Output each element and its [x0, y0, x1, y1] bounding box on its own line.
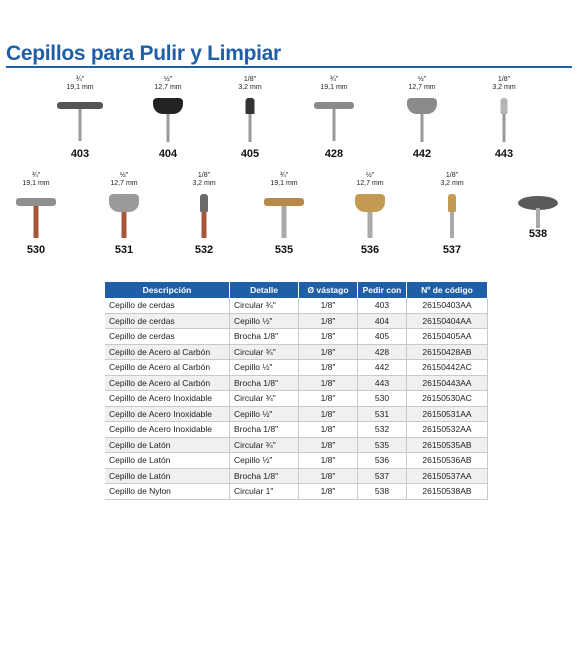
page-title: Cepillos para Pulir y Limpiar	[6, 42, 281, 65]
cell-detalle: Circular ¾"	[230, 437, 299, 453]
col-pedir-con: Pedir con	[358, 282, 407, 298]
cell-pedir: 443	[358, 375, 407, 391]
cell-detalle: Circular ¾"	[230, 391, 299, 407]
table-row	[105, 360, 488, 376]
product-535	[244, 172, 324, 256]
cell-pedir: 531	[358, 406, 407, 422]
product-code: 537	[442, 244, 462, 256]
product-537	[412, 172, 492, 256]
col-descripcion: Descripción	[105, 282, 230, 298]
cell-detalle: Brocha 1/8"	[230, 422, 299, 438]
cell-detalle: Circular ¾"	[230, 344, 299, 360]
cell-descripcion: Cepillo de cerdas	[105, 329, 230, 345]
size-mm: 19,1 mm	[320, 84, 348, 91]
cell-detalle: Cepillo ½"	[230, 313, 299, 329]
product-code: 443	[494, 148, 514, 160]
cell-codigo: 26150537AA	[407, 468, 488, 484]
cell-codigo: 26150442AC	[407, 360, 488, 376]
size-inch: ½"	[163, 76, 173, 83]
cell-vastago: 1/8"	[299, 406, 358, 422]
cell-pedir: 537	[358, 468, 407, 484]
table-header-row	[105, 282, 488, 298]
cell-detalle: Circular 1"	[230, 484, 299, 500]
cell-pedir: 535	[358, 437, 407, 453]
product-536	[330, 172, 410, 256]
size-mm: 19,1 mm	[22, 180, 50, 187]
size-mm: 3,2 mm	[440, 180, 464, 187]
cell-codigo: 26150405AA	[407, 329, 488, 345]
cell-codigo: 26150428AB	[407, 344, 488, 360]
product-538	[498, 172, 578, 240]
cup-brush-image	[330, 188, 410, 244]
product-code: 536	[360, 244, 380, 256]
cell-codigo: 26150530AC	[407, 391, 488, 407]
cell-pedir: 532	[358, 422, 407, 438]
cell-pedir: 405	[358, 329, 407, 345]
size-inch: ¾"	[31, 172, 41, 179]
wheel-brush-image	[294, 92, 374, 148]
col-vastago: Ø vástago	[299, 282, 358, 298]
size-mm: 12,7 mm	[408, 84, 436, 91]
product-532	[164, 172, 244, 256]
cell-pedir: 530	[358, 391, 407, 407]
product-code: 532	[194, 244, 214, 256]
cell-codigo: 26150403AA	[407, 298, 488, 313]
cell-descripcion: Cepillo de Latón	[105, 437, 230, 453]
cup-brush-image	[382, 92, 462, 148]
wheel-brush-image	[40, 92, 120, 148]
cell-detalle: Cepillo ½"	[230, 453, 299, 469]
end-brush-image	[464, 92, 544, 148]
product-443	[464, 76, 544, 160]
product-code: 530	[26, 244, 46, 256]
col-detalle: Detalle	[230, 282, 299, 298]
table-body	[105, 298, 488, 499]
cup-brush-image	[84, 188, 164, 244]
product-code: 405	[240, 148, 260, 160]
cell-descripcion: Cepillo de Acero Inoxidable	[105, 422, 230, 438]
cell-vastago: 1/8"	[299, 344, 358, 360]
cup-brush-image	[128, 92, 208, 148]
size-inch: 1/8"	[243, 76, 257, 83]
cell-codigo: 26150531AA	[407, 406, 488, 422]
product-code: 538	[528, 228, 548, 240]
cell-descripcion: Cepillo de cerdas	[105, 298, 230, 313]
cell-pedir: 442	[358, 360, 407, 376]
cell-pedir: 538	[358, 484, 407, 500]
table-row	[105, 484, 488, 500]
cell-detalle: Cepillo ½"	[230, 406, 299, 422]
cell-vastago: 1/8"	[299, 391, 358, 407]
cell-vastago: 1/8"	[299, 422, 358, 438]
product-code: 403	[70, 148, 90, 160]
cell-codigo: 26150536AB	[407, 453, 488, 469]
cell-codigo: 26150538AB	[407, 484, 488, 500]
end-brush-image	[412, 188, 492, 244]
wheel-brush-image	[0, 188, 76, 244]
product-code: 535	[274, 244, 294, 256]
product-530	[0, 172, 76, 256]
cell-pedir: 404	[358, 313, 407, 329]
table-row	[105, 298, 488, 313]
size-inch: ½"	[365, 172, 375, 179]
size-inch: 1/8"	[197, 172, 211, 179]
col-codigo: Nº de código	[407, 282, 488, 298]
cell-vastago: 1/8"	[299, 468, 358, 484]
table-row	[105, 453, 488, 469]
table-row	[105, 437, 488, 453]
table-row	[105, 391, 488, 407]
size-mm: 3,2 mm	[192, 180, 216, 187]
table-row	[105, 313, 488, 329]
cell-pedir: 428	[358, 344, 407, 360]
cell-codigo: 26150404AA	[407, 313, 488, 329]
cell-descripcion: Cepillo de Acero Inoxidable	[105, 406, 230, 422]
cell-detalle: Circular ¾"	[230, 298, 299, 313]
product-code: 531	[114, 244, 134, 256]
size-mm: 19,1 mm	[66, 84, 94, 91]
nylon-wheel-brush-image	[498, 188, 578, 244]
product-428	[294, 76, 374, 160]
table-row	[105, 329, 488, 345]
cell-vastago: 1/8"	[299, 313, 358, 329]
cell-codigo: 26150443AA	[407, 375, 488, 391]
size-inch: ½"	[119, 172, 129, 179]
cell-vastago: 1/8"	[299, 453, 358, 469]
product-code: 442	[412, 148, 432, 160]
size-inch: 1/8"	[445, 172, 459, 179]
cell-detalle: Cepillo ½"	[230, 360, 299, 376]
size-mm: 3,2 mm	[492, 84, 516, 91]
product-table	[105, 282, 488, 500]
cell-descripcion: Cepillo de Latón	[105, 468, 230, 484]
cell-descripcion: Cepillo de Acero Inoxidable	[105, 391, 230, 407]
cell-vastago: 1/8"	[299, 375, 358, 391]
cell-descripcion: Cepillo de Nylon	[105, 484, 230, 500]
cell-detalle: Brocha 1/8"	[230, 468, 299, 484]
cell-codigo: 26150535AB	[407, 437, 488, 453]
size-mm: 12,7 mm	[154, 84, 182, 91]
cell-vastago: 1/8"	[299, 437, 358, 453]
cell-descripcion: Cepillo de cerdas	[105, 313, 230, 329]
cell-pedir: 403	[358, 298, 407, 313]
cell-descripcion: Cepillo de Acero al Carbón	[105, 375, 230, 391]
cell-descripcion: Cepillo de Acero al Carbón	[105, 344, 230, 360]
product-code: 404	[158, 148, 178, 160]
cell-vastago: 1/8"	[299, 360, 358, 376]
size-mm: 3,2 mm	[238, 84, 262, 91]
size-mm: 12,7 mm	[356, 180, 384, 187]
cell-detalle: Brocha 1/8"	[230, 375, 299, 391]
size-inch: ¾"	[279, 172, 289, 179]
cell-descripcion: Cepillo de Acero al Carbón	[105, 360, 230, 376]
table-row	[105, 406, 488, 422]
size-mm: 19,1 mm	[270, 180, 298, 187]
cell-vastago: 1/8"	[299, 329, 358, 345]
title-rule	[6, 66, 572, 68]
size-inch: 1/8"	[497, 76, 511, 83]
table-row	[105, 344, 488, 360]
product-405	[210, 76, 290, 160]
table-row	[105, 375, 488, 391]
product-442	[382, 76, 462, 160]
table-row	[105, 422, 488, 438]
size-inch: ¾"	[329, 76, 339, 83]
product-code: 428	[324, 148, 344, 160]
cell-vastago: 1/8"	[299, 484, 358, 500]
size-inch: ¾"	[75, 76, 85, 83]
product-404	[128, 76, 208, 160]
wheel-brush-image	[244, 188, 324, 244]
end-brush-image	[210, 92, 290, 148]
cell-descripcion: Cepillo de Latón	[105, 453, 230, 469]
cell-detalle: Brocha 1/8"	[230, 329, 299, 345]
size-mm: 12,7 mm	[110, 180, 138, 187]
cell-pedir: 536	[358, 453, 407, 469]
product-531	[84, 172, 164, 256]
product-403	[40, 76, 120, 160]
size-inch: ½"	[417, 76, 427, 83]
table-row	[105, 468, 488, 484]
cell-vastago: 1/8"	[299, 298, 358, 313]
end-brush-image	[164, 188, 244, 244]
cell-codigo: 26150532AA	[407, 422, 488, 438]
